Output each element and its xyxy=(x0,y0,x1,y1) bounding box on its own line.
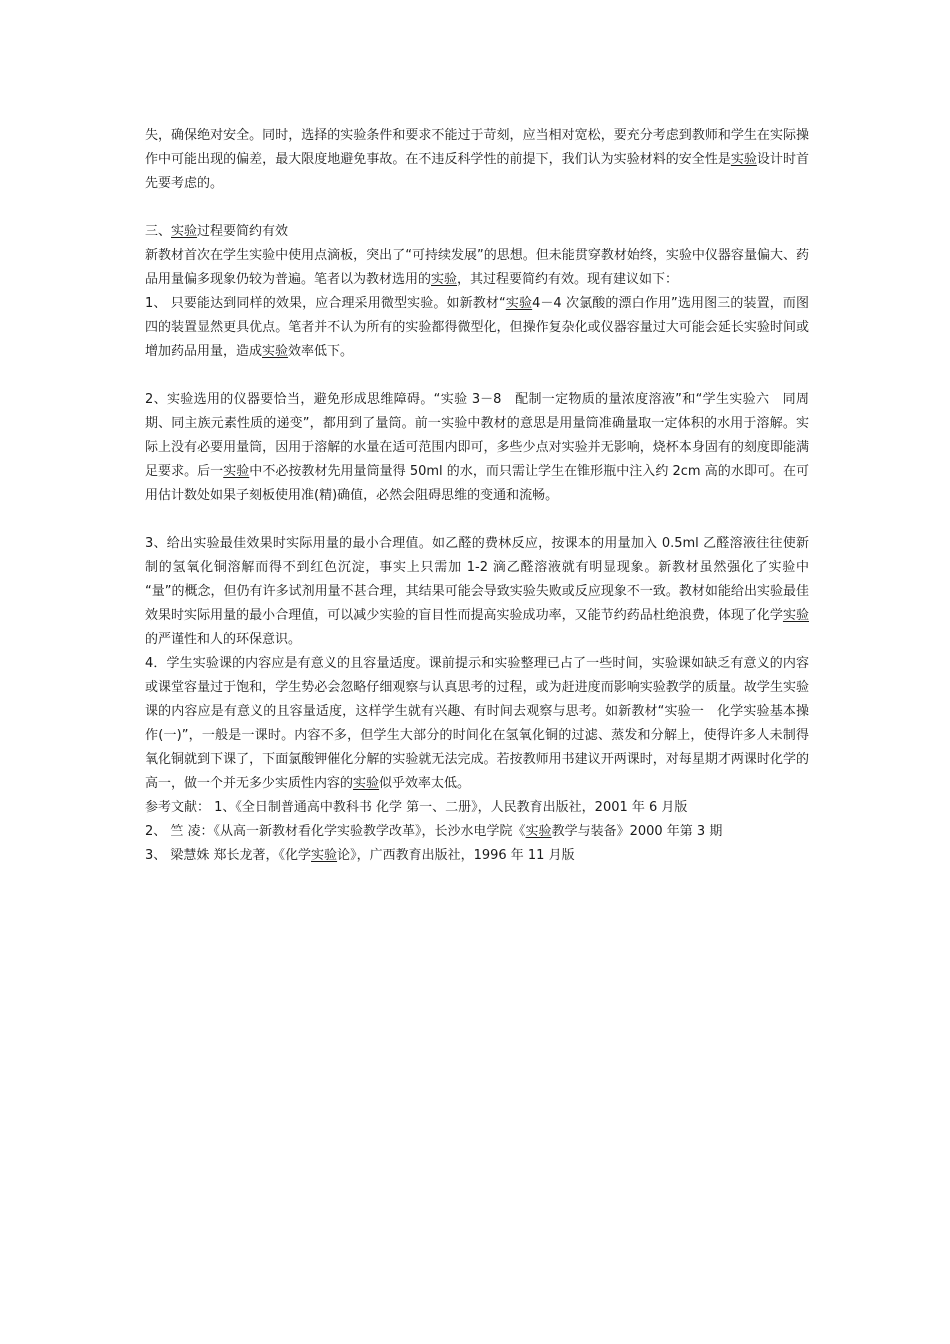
text-run: 3、给出实验最佳效果时实际用量的最小合理值。如乙醛的费林反应，按课本的用量加入 0.5ml 乙醛溶液往往使新制的氢氧化铜溶解而得不到红色沉淀，事实上只需加 1-2 滴乙醛溶液就有明显现象。新教材虽然强化了实验中 “量”的概念，但仍有许多试剂用量不甚合理，其结果可能会导致实验失败或反应现象不一致。教材如能给出实验最佳效果时实际用量的最小合理值，可以减少实验的盲目性而提高实验成功率，又能节约药品杜绝浪费，体现了化学 xyxy=(145,536,809,623)
keyword-link[interactable]: 实验 xyxy=(171,224,198,239)
paragraph-p1 xyxy=(145,124,809,196)
text-run: 1、 只要能达到同样的效果，应合理采用微型实验。如新教材“ xyxy=(145,296,506,311)
keyword-link[interactable]: 实验 xyxy=(353,776,380,791)
keyword-link[interactable]: 实验 xyxy=(262,344,289,359)
keyword-link[interactable]: 实验 xyxy=(431,272,458,287)
paragraph-p10 xyxy=(145,844,809,868)
paragraph-p2 xyxy=(145,220,809,244)
text-run: 新教材首次在学生实验中使用点滴板，突出了“可持续发展”的思想。但未能贯穿教材始终，实验中仪器容量偏大、药品用量偏多现象仍较为普遍。笔者以为教材选用的 xyxy=(145,248,809,287)
text-run: 2、实验选用的仪器要恰当，避免形成思维障碍。“实验 3－8 配制一定物质的量浓度溶液”和“学生实验六 同周期、同主族元素性质的递变”，都用到了量筒。前一实验中教材的意思是用量筒准确量取一定体积的水用于溶解。实际上没有必要用量筒，因用于溶解的水量在适可范围内即可，多些少点对实验并无影响，烧杯本身固有的刻度即能满足要求。后一 xyxy=(145,392,809,479)
text-run: 2、 竺 凌：《从高一新教材看化学实验教学改革》，长沙水电学院《 xyxy=(145,824,526,839)
text-run: 4．学生实验课的内容应是有意义的且容量适度。课前提示和实验整理已占了一些时间，实验课如缺乏有意义的内容或课堂容量过于饱和，学生势必会忽略仔细观察与认真思考的过程，或为赶进度而影响实验教学的质量。故学生实验课的内容应是有意义的且容量适度，这样学生就有兴趣、有时间去观察与思考。如新教材“实验一 化学实验基本操作(一)”，一般是一课时。内容不多，但学生大部分的时间化在氢氧化铜的过滤、蒸发和分解上，使得许多人未制得氧化铜就到下课了，下面氯酸钾催化分解的实验就无法完成。若按教师用书建议开两课时，对每星期才两课时化学的高一，做一个并无多少实质性内容的 xyxy=(145,656,809,791)
document-body xyxy=(145,124,809,868)
paragraph-p7 xyxy=(145,652,809,796)
keyword-link[interactable]: 实验 xyxy=(505,296,533,311)
text-run: 效率低下。 xyxy=(288,344,354,359)
paragraph-p8 xyxy=(145,796,809,820)
keyword-link[interactable]: 实验 xyxy=(782,608,809,623)
text-run: 的严谨性和人的环保意识。 xyxy=(145,632,302,647)
paragraph-p3 xyxy=(145,244,809,292)
text-run: 4－4 次氯酸的漂白作用”选用图三的装置，而图四的装置显然更具优点。笔者并不认为所有的实验都得微型化，但操作复杂化或仪器容量过大可能会延长实验时间或增加药品用量，造成 xyxy=(145,296,809,359)
keyword-link[interactable]: 实验 xyxy=(311,848,338,863)
text-run: 似乎效率太低。 xyxy=(379,776,471,791)
paragraph-spacer xyxy=(145,196,809,220)
paragraph-p9 xyxy=(145,820,809,844)
paragraph-p4 xyxy=(145,292,809,364)
keyword-link[interactable]: 实验 xyxy=(730,152,757,167)
paragraph-p6 xyxy=(145,532,809,652)
text-run: 设计时首先要考虑的。 xyxy=(145,152,809,191)
keyword-link[interactable]: 实验 xyxy=(223,464,250,479)
text-run: 教学与装备》2000 年第 3 期 xyxy=(551,824,723,839)
text-run: 过程要简约有效 xyxy=(197,224,289,239)
text-run: 中不必按教材先用量筒量得 50ml 的水，而只需让学生在锥形瓶中注入约 2cm 高的水即可。在可用估计数处如果子刻板使用准(精)确值，必然会阻碍思维的变通和流畅。 xyxy=(145,464,809,503)
paragraph-spacer xyxy=(145,364,809,388)
text-run: 失，确保绝对安全。同时，选择的实验条件和要求不能过于苛刻，应当相对宽松，要充分考虑到教师和学生在实际操作中可能出现的偏差，最大限度地避免事故。在不违反科学性的前提下，我们认为实验材料的安全性是 xyxy=(145,128,809,167)
paragraph-spacer xyxy=(145,508,809,532)
keyword-link[interactable]: 实验 xyxy=(525,824,552,839)
text-run: 三、 xyxy=(145,224,172,239)
paragraph-p5 xyxy=(145,388,809,508)
text-run: 3、 梁慧姝 郑长龙著，《化学 xyxy=(145,848,312,863)
text-run: 论》，广西教育出版社，1996 年 11 月版 xyxy=(337,848,575,863)
text-run: 参考文献： 1、《全日制普通高中教科书 化学 第一、二册》，人民教育出版社，2001 年 6 月版 xyxy=(145,800,688,815)
text-run: ，其过程要简约有效。现有建议如下： xyxy=(457,272,679,287)
